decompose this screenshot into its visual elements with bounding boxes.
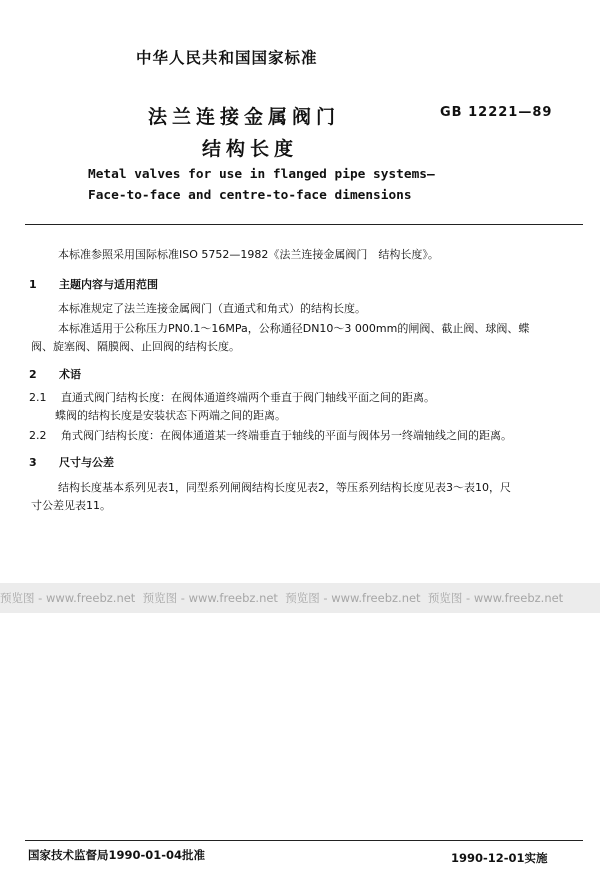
approval-date: 国家技术监督局1990-01-04批准 (28, 848, 206, 862)
clause-2-2-text: 角式阀门结构长度：在阀体通道某一终端垂直于轴线的平面与阀体另一终端轴线之间的距离。 (61, 429, 512, 442)
top-divider (25, 224, 583, 225)
clause-2-1-note: 蝶阀的结构长度是安装状态下两端之间的距离。 (55, 409, 286, 422)
section-1-heading (29, 276, 158, 292)
section-3-title: 尺寸与公差 (59, 456, 114, 469)
clause-2-2 (29, 427, 512, 443)
chinese-title-line2: 结构长度 (202, 138, 299, 160)
chinese-title-line1: 法兰连接金属阀门 (148, 106, 341, 128)
section-3-number: 3 (29, 456, 37, 469)
section-1-paragraph-2-line1: 本标准适用于公称压力PN0.1～16MPa，公称通径DN10～3 000mm的闸阀、截止阀、球阀、蝶 (58, 322, 530, 335)
section-1-title: 主题内容与适用范围 (59, 278, 158, 291)
implementation-date: 1990-12-01实施 (451, 851, 548, 865)
english-title-line1: Metal valves for use in flanged pipe systems— (88, 167, 435, 182)
clause-2-1-number: 2.1 (29, 391, 47, 404)
section-3-paragraph-line2: 寸公差见表11。 (31, 499, 111, 512)
issuing-country-title: 中华人民共和国国家标准 (136, 49, 318, 67)
clause-2-1 (29, 389, 435, 405)
section-2-title: 术语 (59, 368, 81, 381)
watermark-text: 预览图 - www.freebz.net 预览图 - www.freebz.net 预览图 - www.freebz.net 预览图 - www.freebz.net (0, 591, 564, 605)
standard-code: GB 12221—89 (440, 105, 553, 120)
intro-paragraph: 本标准参照采用国际标准ISO 5752—1982《法兰连接金属阀门 结构长度》。 (58, 248, 439, 261)
section-1-paragraph-1: 本标准规定了法兰连接金属阀门（直通式和角式）的结构长度。 (58, 302, 366, 315)
section-3-paragraph-line1: 结构长度基本系列见表1，同型系列闸阀结构长度见表2，等压系列结构长度见表3～表10，尺 (58, 481, 511, 494)
section-3-heading (29, 454, 114, 470)
english-title-line2: Face-to-face and centre-to-face dimensions (88, 188, 412, 203)
clause-2-2-number: 2.2 (29, 429, 47, 442)
section-2-number: 2 (29, 368, 37, 381)
bottom-divider (25, 840, 583, 841)
section-2-heading (29, 366, 81, 382)
section-1-number: 1 (29, 278, 37, 291)
clause-2-1-text: 直通式阀门结构长度：在阀体通道终端两个垂直于阀门轴线平面之间的距离。 (61, 391, 435, 404)
section-1-paragraph-2-line2: 阀、旋塞阀、隔膜阀、止回阀的结构长度。 (31, 340, 240, 353)
